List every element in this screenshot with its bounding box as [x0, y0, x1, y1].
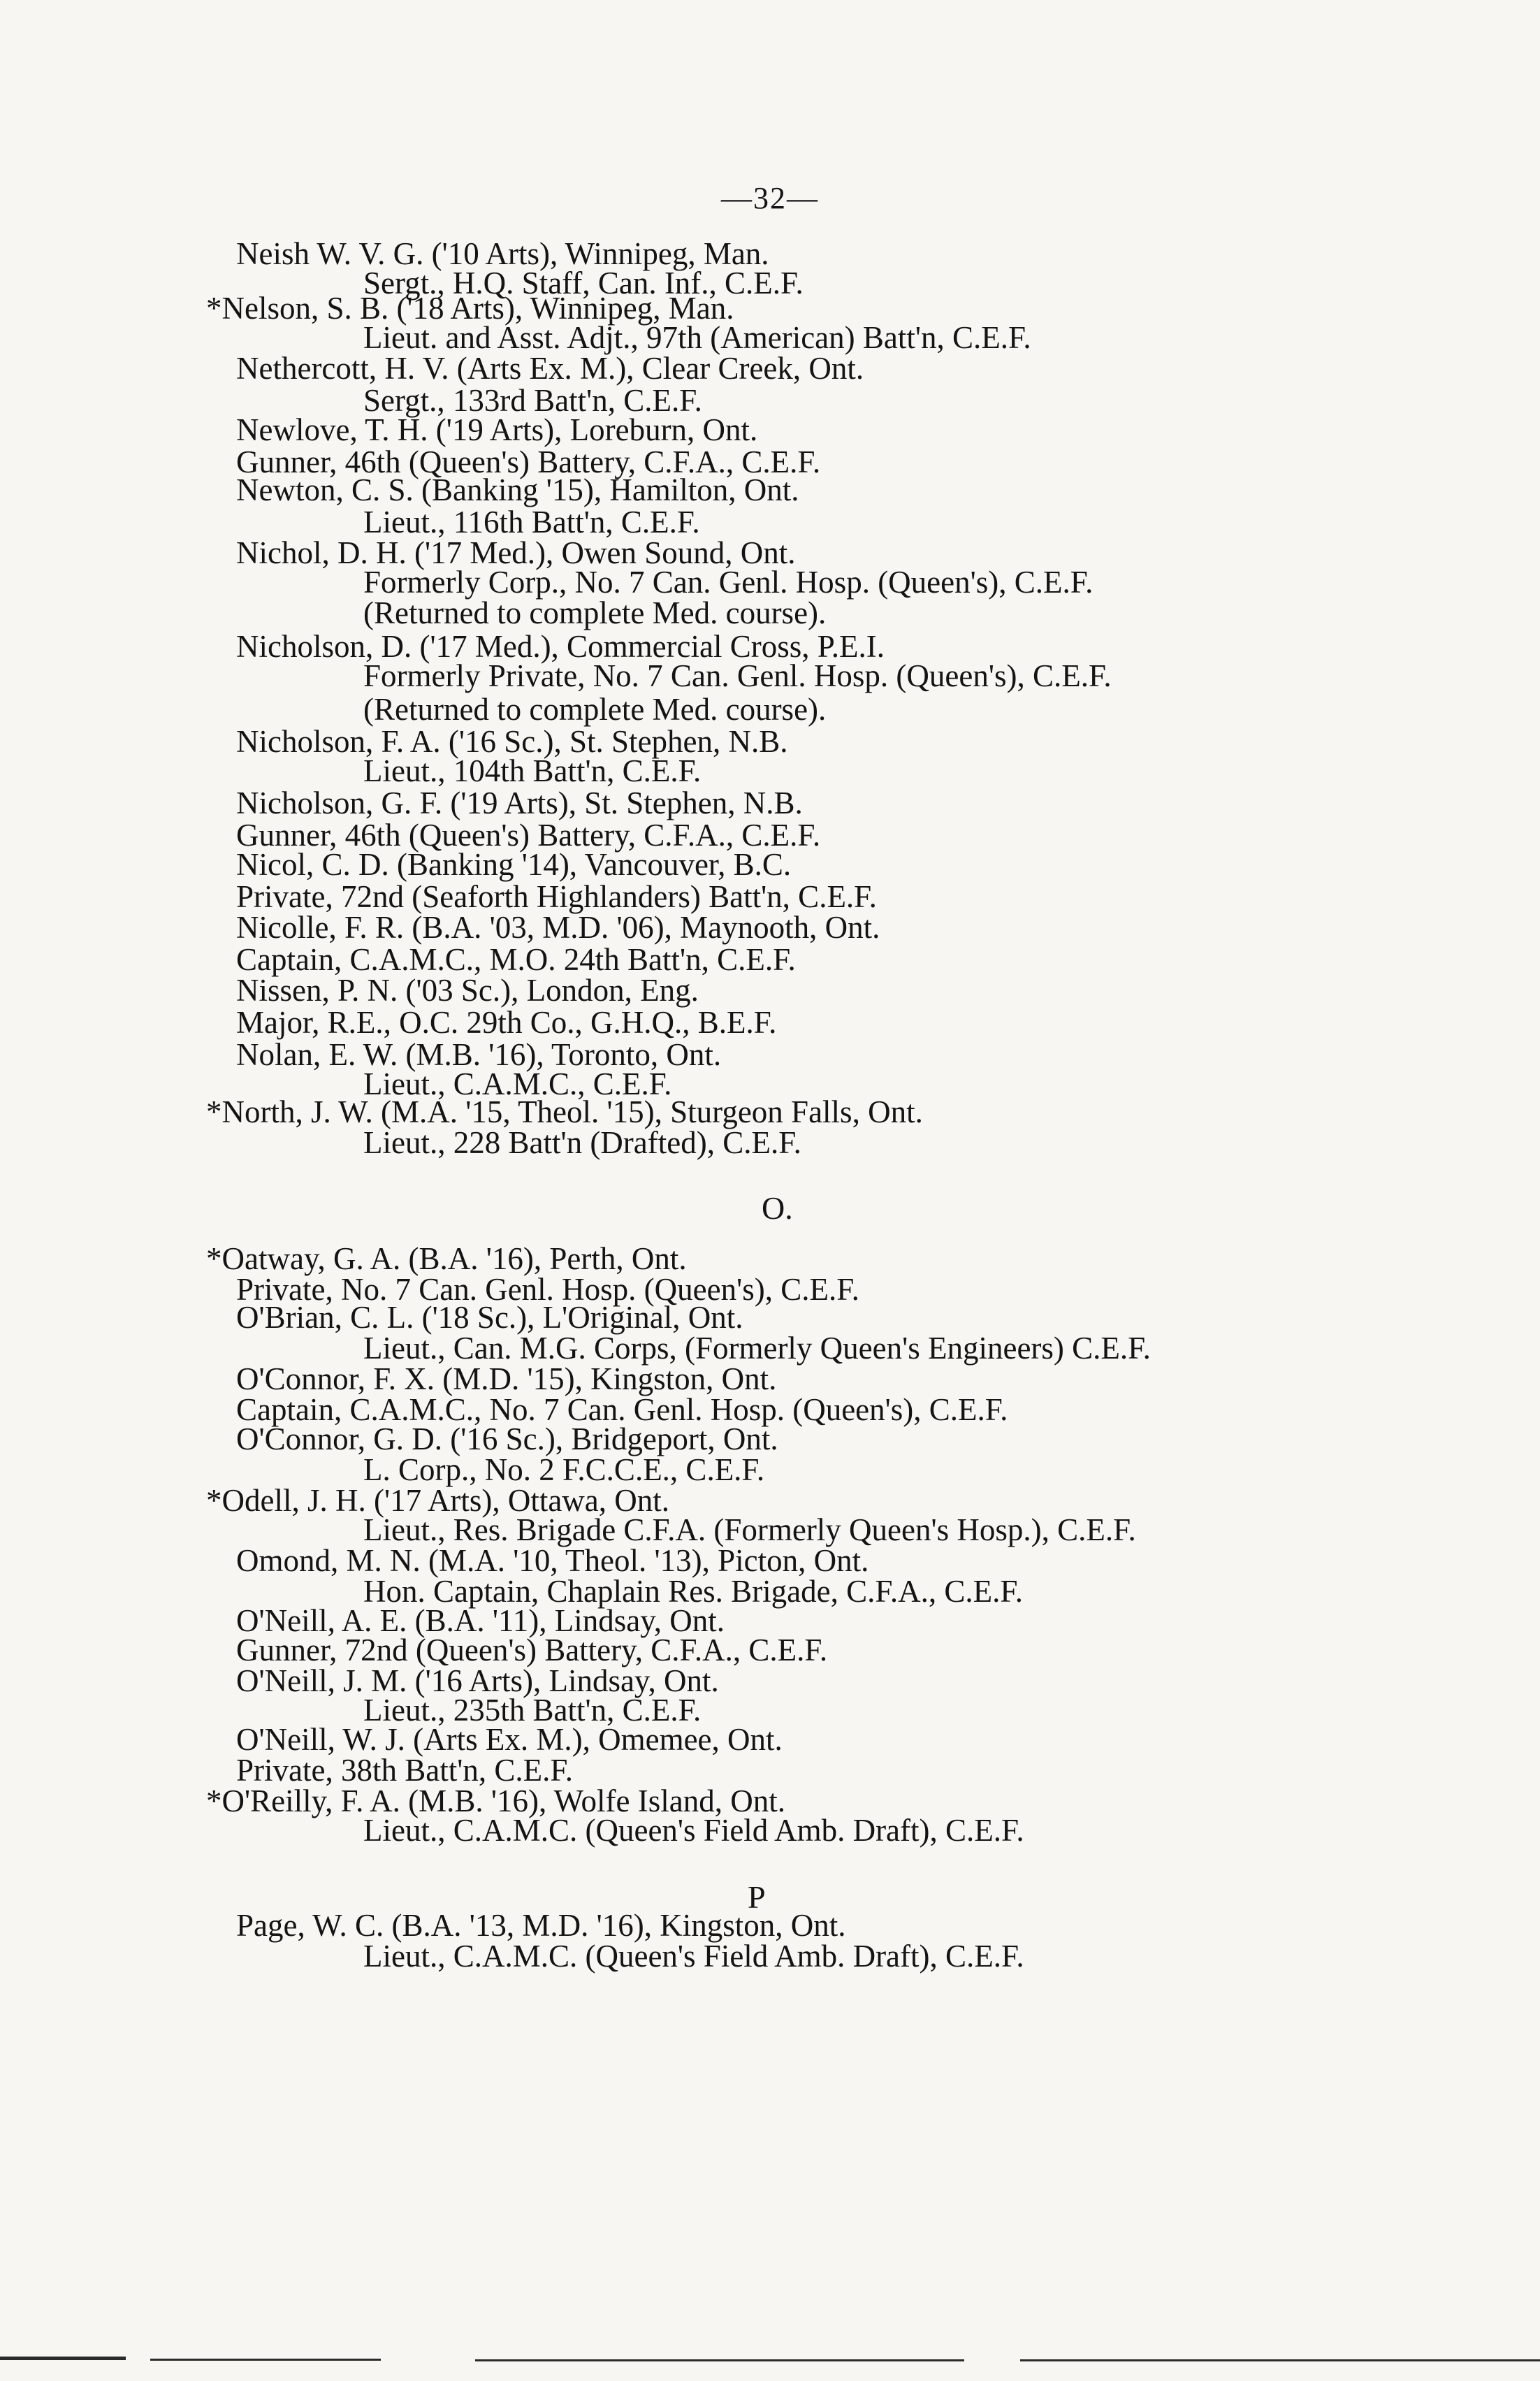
entry-name-line: O'Neill, A. E. (B.A. '11), Lindsay, Ont. — [236, 1603, 725, 1638]
entry-name-line: *Nelson, S. B. ('18 Arts), Winnipeg, Man. — [206, 291, 734, 326]
entry-name-line: Private, 72nd (Seaforth Highlanders) Batt'n, C.E.F. — [236, 879, 877, 914]
scan-edge-mark — [475, 2359, 964, 2361]
entry-name-line: O'Connor, G. D. ('16 Sc.), Bridgeport, Ont. — [236, 1421, 778, 1456]
entry-name-line: Private, 38th Batt'n, C.E.F. — [236, 1753, 573, 1788]
entry-name-line: Nicholson, F. A. ('16 Sc.), St. Stephen, N.B. — [236, 724, 788, 759]
entry-name-line: Nolan, E. W. (M.B. '16), Toronto, Ont. — [236, 1037, 722, 1072]
entry-name-line: Omond, M. N. (M.A. '10, Theol. '13), Picton, Ont. — [236, 1543, 869, 1578]
entry-name-line: Newton, C. S. (Banking '15), Hamilton, Ont. — [236, 472, 799, 507]
entry-name-line: Captain, C.A.M.C., M.O. 24th Batt'n, C.E.F. — [236, 942, 796, 977]
entry-name-line: *North, J. W. (M.A. '15, Theol. '15), Sturgeon Falls, Ont. — [206, 1094, 923, 1129]
entry-detail-line: Formerly Private, No. 7 Can. Genl. Hosp. (Queen's), C.E.F. — [363, 658, 1112, 693]
page-number: —32— — [721, 181, 819, 215]
entry-name-line: O'Neill, W. J. (Arts Ex. M.), Omemee, Ont. — [236, 1722, 783, 1757]
entry-name-line: Nicolle, F. R. (B.A. '03, M.D. '06), Maynooth, Ont. — [236, 910, 880, 945]
scan-edge-mark — [150, 2359, 381, 2361]
entry-name-line: Page, W. C. (B.A. '13, M.D. '16), Kingston, Ont. — [236, 1908, 846, 1943]
entry-name-line: Captain, C.A.M.C., No. 7 Can. Genl. Hosp. (Queen's), C.E.F. — [236, 1392, 1008, 1427]
entry-detail-line: Lieut., Res. Brigade C.F.A. (Formerly Queen's Hosp.), C.E.F. — [363, 1512, 1136, 1547]
entry-name-line: Gunner, 46th (Queen's) Battery, C.F.A., C.E.F. — [236, 818, 821, 853]
entry-name-line: Gunner, 72nd (Queen's) Battery, C.F.A., C.E.F. — [236, 1633, 828, 1667]
entry-name-line: *Odell, J. H. ('17 Arts), Ottawa, Ont. — [206, 1483, 670, 1518]
entry-detail-line: Sergt., H.Q. Staff, Can. Inf., C.E.F. — [363, 266, 804, 301]
entry-detail-line: (Returned to complete Med. course). — [363, 692, 827, 727]
scan-edge-mark — [0, 2357, 126, 2360]
section-letter: O. — [762, 1190, 793, 1226]
entry-name-line: O'Brian, C. L. ('18 Sc.), L'Original, Ont. — [236, 1300, 743, 1335]
entry-name-line: *Oatway, G. A. (B.A. '16), Perth, Ont. — [206, 1241, 687, 1276]
entry-name-line: Major, R.E., O.C. 29th Co., G.H.Q., B.E.F. — [236, 1005, 777, 1040]
entry-name-line: *O'Reilly, F. A. (M.B. '16), Wolfe Island, Ont. — [206, 1783, 785, 1818]
entry-detail-line: (Returned to complete Med. course). — [363, 595, 827, 630]
entry-name-line: Nethercott, H. V. (Arts Ex. M.), Clear Creek, Ont. — [236, 351, 864, 386]
entry-detail-line: Lieut., C.A.M.C. (Queen's Field Amb. Draft), C.E.F. — [363, 1939, 1024, 1974]
entry-detail-line: Lieut. and Asst. Adjt., 97th (American) Batt'n, C.E.F. — [363, 320, 1031, 355]
entry-name-line: Neish W. V. G. ('10 Arts), Winnipeg, Man. — [236, 236, 769, 271]
entry-name-line: Nichol, D. H. ('17 Med.), Owen Sound, Ont. — [236, 535, 796, 570]
entry-detail-line: Lieut., 235th Batt'n, C.E.F. — [363, 1693, 702, 1728]
entry-detail-line: Sergt., 133rd Batt'n, C.E.F. — [363, 383, 702, 418]
entry-detail-line: Hon. Captain, Chaplain Res. Brigade, C.F.A., C.E.F. — [363, 1574, 1023, 1609]
section-letter: P — [748, 1879, 766, 1915]
entry-detail-line: Lieut., C.A.M.C. (Queen's Field Amb. Draft), C.E.F. — [363, 1813, 1024, 1848]
entry-detail-line: Lieut., 228 Batt'n (Drafted), C.E.F. — [363, 1125, 801, 1160]
entry-detail-line: Lieut., 116th Batt'n, C.E.F. — [363, 505, 700, 540]
entry-name-line: Newlove, T. H. ('19 Arts), Loreburn, Ont. — [236, 412, 758, 447]
entry-detail-line: Lieut., Can. M.G. Corps, (Formerly Queen's Engineers) C.E.F. — [363, 1331, 1151, 1366]
entry-name-line: O'Connor, F. X. (M.D. '15), Kingston, Ont. — [236, 1361, 777, 1396]
entry-name-line: Nicholson, G. F. ('19 Arts), St. Stephen, N.B. — [236, 786, 803, 820]
entry-name-line: Nicol, C. D. (Banking '14), Vancouver, B.C. — [236, 847, 792, 882]
entry-name-line: Gunner, 46th (Queen's) Battery, C.F.A., C.E.F. — [236, 444, 821, 479]
entry-detail-line: Formerly Corp., No. 7 Can. Genl. Hosp. (Queen's), C.E.F. — [363, 565, 1094, 600]
entry-name-line: Nissen, P. N. ('03 Sc.), London, Eng. — [236, 973, 699, 1008]
entry-detail-line: Lieut., 104th Batt'n, C.E.F. — [363, 753, 702, 788]
entry-detail-line: L. Corp., No. 2 F.C.C.E., C.E.F. — [363, 1452, 765, 1487]
entry-detail-line: Lieut., C.A.M.C., C.E.F. — [363, 1066, 672, 1101]
entry-name-line: Nicholson, D. ('17 Med.), Commercial Cross, P.E.I. — [236, 629, 885, 664]
scan-edge-mark — [1020, 2359, 1540, 2361]
entry-name-line: Private, No. 7 Can. Genl. Hosp. (Queen's), C.E.F. — [236, 1272, 859, 1307]
entry-name-line: O'Neill, J. M. ('16 Arts), Lindsay, Ont. — [236, 1663, 719, 1698]
